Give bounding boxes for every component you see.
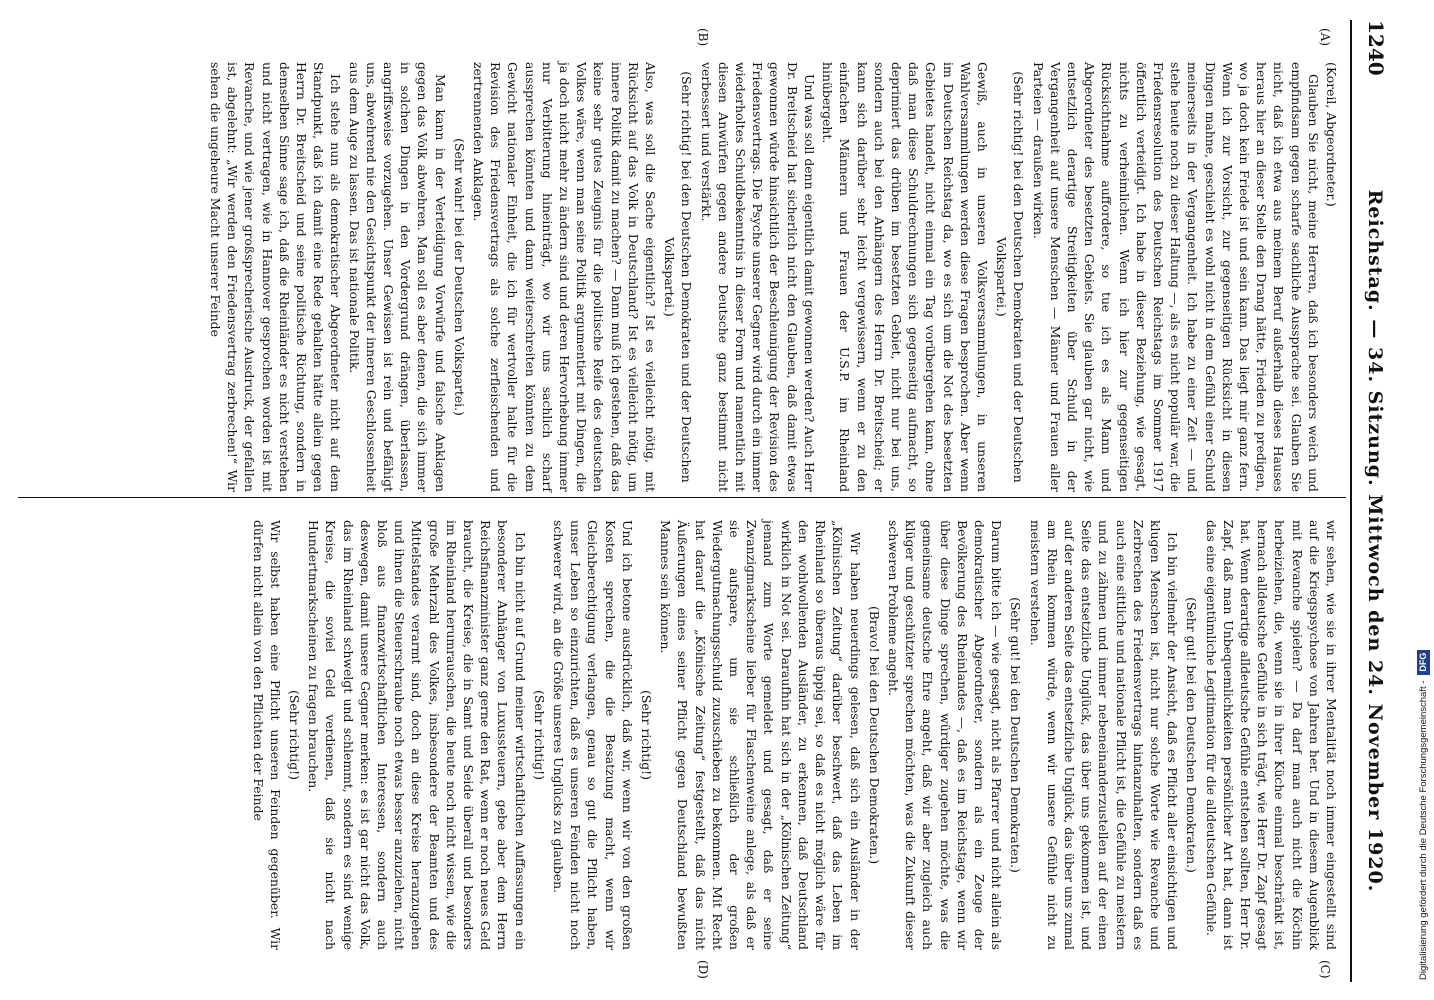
- paragraph: Und ich betone ausdrücklich, daß wir, wenn wir von den großen Kosten sprechen, die die Besatzung macht, wenn wir Gleichberechtigung verlangen, genau so gut die Pflicht haben, unser Leben so einzurichten, daß es unseren Feinden nicht noch schwerer wird, an die Größe unseres Unglücks zu glauben.: [551, 520, 635, 950]
- reaction-line: (Sehr richtig!): [287, 690, 303, 780]
- header-rule: [1350, 20, 1352, 982]
- paragraph: Man kann in der Verteidigung Vorwürfe und falsche Anklagen gegen das Volk abwehren. Man soll es aber denen, die sich immer in solchen Dingen in den Vordergrund drängen, überlassen, angriffsweise vorzugehen. Unser Gewissen ist rein und befähigt uns, abwehrend nie den Gesichtspunkt der inneren Geschlossenheit aus dem Auge zu lassen. Das ist nationale Politik.: [346, 62, 448, 492]
- page-header: [1346, 20, 1404, 982]
- reaction-line: (Sehr gut! bei den Deutschen Demokraten.): [1184, 597, 1200, 873]
- dfg-logo: DFG: [1417, 650, 1430, 675]
- paragraph: Also, was soll die Sache eigentlich? Ist es vielleicht nötig, mit Rücksicht auf das Volk in Deutschland? Ist es vielleicht nötig, um innere Politik damit zu machen? — Dann muß ich gestehen, daß das keine sehr gutes Zeugnis für die politische Reife des deutschen Volkes wäre, wenn man seine Politik argumentiert mit Dingen, die ja doch nicht mehr zu ändern sind und deren Hervorhebung immer nur Verbitterung hineinträgt, wo wir uns sachlich scharf aussprechen könnten und dann weiterschreiten könnten zu dem Gewicht nationaler Einheit, die ich für wertvoller halte für die Revision des Friedensvertrags als solche zerfleischenden und zertrennenden Anklagen.: [471, 62, 659, 492]
- paragraph: Darum bitte ich — wie gesagt, nicht als Pfarrer und nicht allein als demokratischer Abgeordneter, sondern als ein Zeuge der Bevölkerung des Rheinlandes —, daß es im Reichstage, wenn wir über diese Dinge sprechen, würdiger zugehen möchte, was die gemeinsame deutsche Ehre angeht, daß wir aber zugleich auch klüger und geschützter sprechen möchten, was die Zukunft dieser schweren Probleme angeht.: [885, 520, 1005, 950]
- paragraph: Und was soll denn eigentlich damit gewonnen werden? Auch Herr Dr. Breitscheid hat sicherlich nicht den Glauben, daß damit etwas gewonnen würde hinsichtlich der Beschleunigung der Revision des Friedensvertrags. Die Psyche unserer Gegner wird durch ein immer wiederholtes Schuldbekenntnis in dieser Form und namentlich mit diesen Anwürfen gegen andere Deutsche ganz bestimmt nicht verbessert und verstärkt.: [698, 62, 817, 492]
- left-column: [206, 62, 1340, 492]
- side-note-text: Digitalisierung gefördert durch die Deutsche Forschungsgemeinschaft -: [1418, 680, 1429, 980]
- margin-mark-c: (C): [1318, 960, 1332, 979]
- reaction-line: (Sehr richtig! bei den Deutschen Demokraten und der Deutschen Volkspartei.): [662, 71, 695, 483]
- running-title: Reichstag. — 34. Sitzung. Mittwoch den 24. November 1920.: [1364, 189, 1386, 893]
- paragraph: Wir haben neuerdings gelesen, daß sich ein Ausländer in der „Kölnischen Zeitung“ darüber beschwert, daß das Leben im Rheinland so überaus üppig sei, so daß es nicht möglich wäre für den wohlwollenden Ausländer, zu erkennen, daß Deutschland wirklich in Not sei. Daraufhin hat sich in der „Kölnischen Zeitung“ jemand zum Worte gemeldet und gesagt, daß er seine Zwanzigmarkscheine lieber für Flaschenweine anlege, als daß er sie aufspare, um sie schließlich der großen Wiedergutmachungsschuld zuzuschieben zu bekommen. Mit Recht hat darauf die „Kölnische Zeitung“ festgestellt, daß das nicht Äußerungen eines seiner Pflicht gegen Deutschland bewußten Mannes sein können.: [658, 520, 863, 950]
- margin-mark-a: (A): [1318, 28, 1332, 47]
- right-column: [248, 520, 1340, 950]
- margin-mark-d: (D): [696, 960, 710, 979]
- reaction-line: (Sehr wahr! bei der Deutschen Volkspartei.): [451, 138, 467, 416]
- reaction-line: (Sehr richtig!): [531, 690, 547, 780]
- paragraph: Ich stehe nun als demokratischer Abgeordneter nicht auf dem Standpunkt, daß ich damit eine Rede gehalten hätte allein gegen Herrn Dr. Breitscheid und seine politische Richtung, sondern in demselben Sinne sage ich, daß die Rheinländer es nicht verstehen und nicht vertragen, wie in Hannover gesprochen worden ist mit Revanche, und wie jener großsprecherische Ausdruck, der gefallen ist, abgelehnt: „Wir werden den Friedensvertrag zerbrechen!“ Wir sehen die ungeheure Macht unserer Feinde: [208, 62, 344, 492]
- reaction-line: (Bravo! bei den Deutschen Demokraten.): [866, 605, 882, 865]
- reaction-line: (Sehr richtig!): [639, 690, 655, 780]
- paragraph: Ich bin nicht auf Grund meiner wirtschaftlichen Auffassungen ein besonderer Anhänger von Luxussteuern, gebe aber dem Herrn Reichsfinanzminister ganz gerne den Rat, wenn er noch neues Geld braucht, die Kreise, die in Samt und Seide überall und besonders im Rheinland herumrauschen, die heute noch nicht wissen, wie die große Mehrzahl des Volkes, insbesondere der Beamten und des Mittelstandes verarmt sind, doch an diese Kreise heranzugehen und ihnen die Steuerschraube noch etwas besser anzuziehen, nicht bloß aus finanzwirtschaftlichen Interessen, sondern auch deswegen, damit unsere Gegner merken: es ist gar nicht das Volk, das im Rheinland schwelgt und schlemmt, sondern es sind wenige Kreise, die soviel Geld verdienen, daß sie nicht nach Hundertmarkscheinen zu fragen brauchen.: [306, 520, 528, 950]
- reaction-line: (Sehr gut! bei den Deutschen Demokraten.): [1008, 597, 1024, 873]
- paragraph: (Koreil, Abgeordneter.): [1324, 62, 1339, 207]
- reaction-line: (Sehr richtig! bei den Deutschen Demokraten und der Deutschen Volkspartei.): [994, 71, 1027, 483]
- margin-mark-b: (B): [696, 28, 710, 47]
- page-number: 1240: [1364, 20, 1388, 76]
- paragraph: Gewiß, auch in unseren Volksversammlungen, in unseren Wahlversammlungen werden diese Fragen besprochen. Aber wenn im Deutschen Reichstag da, wo es sich um die Not des besetzten Gebietes handelt, nicht einmal ein Tag vorübergehen kann, ohne daß man diese Schuldrechnungen sich gegenseitig aufmacht, so deprimiert das drüben im besetzten Gebiet, nicht nur bei uns, sondern auch bei den Anhängern des Herrn Dr. Breitscheid; er kann sich darüber sehr leicht vergewissern, wenn er zu den einfachen Männern und Frauen der U.S.P. im Rheinland hinübergeht.: [820, 62, 990, 492]
- paragraph: Ich bin vielmehr der Ansicht, daß es Pflicht aller einsichtigen und klugen Menschen ist, nicht nur solche Worte wie Revanche und Zerbrechen des Friedensvertrags hintanzuhalten, sondern daß es auch eine sittliche und nationale Pflicht ist, die Gefühle zu meistern und zu zähmen und immer nebeneinanderzustellen auf der einen Seite das entsetzliche Unglück, das über uns gekommen ist, und auf der anderen Seite das entsetzliche Unglück, das über uns zumal am Rhein kommen würde, wenn wir unsere Gefühle nicht zu meistern verstehen.: [1027, 520, 1181, 950]
- side-note: [1416, 40, 1432, 980]
- paragraph: Wir selbst haben eine Pflicht unseren Feinden gegenüber. Wir dürfen nicht allein von den Pflichten der Feinde: [250, 520, 283, 950]
- paragraph: wir sehen, wie sie in ihrer Mentalität noch immer eingestellt sind auf die Kriegspsychose von Jahren her. Und in diesem Augenblick mit Revanche spielen? — Da darf man auch nicht die Köchin herbeiziehen, die, wenn sie in ihrer Küche einmal beschränkt ist, hernach alldeutsche Gefühle in sich trägt, wie Herr Dr. Zapf gesagt hat. Wenn derartige alldeutsche Gefühle entstehen sollten, Herr Dr. Zapf, daß man Unbequemlichkeiten persönlicher Art hat, dann ist das eine eigentümliche Legitimation für die alldeutschen Gefühle.: [1203, 520, 1339, 950]
- paragraph: Glauben Sie nicht, meine Herren, daß ich besonders weich und empfindsam gegen scharfe sachliche Aussprache sei. Glauben Sie nicht, daß ich etwa aus meinem Beruf außerhalb dieses Hauses heraus hier an dieser Stelle den Drang hätte, Frieden zu predigen, wo ja doch kein Friede ist und sein kann. Das liegt mir ganz fern. Wenn ich zur Vorsicht, zur gegenseitigen Rücksicht in diesen Dingen mahne, geschieht es wohl nicht in dem Gefühl einer Schuld meinerseits in der Vergangenheit. Ich habe zu einer Zeit — und stehe heute noch zu dieser Haltung —, als es nicht populär war, die Friedensresolution des Deutschen Reichstags im Sommer 1917 öffentlich verteidigt. Ich habe in dieser Beziehung, wie gesagt, nichts zu verheimlichen. Wenn ich hier zur gegenseitigen Rücksichtnahme auffordere, so tue ich es als Mann und Abgeordneter des besetzten Gebiets. Sie glauben gar nicht, wie entsetzlich derartige Streitigkeiten über Schuld in der Vergangenheit auf unsere Menschen — Männer und Frauen aller Parteien — draußen wirken.: [1030, 62, 1321, 492]
- column-divider: [18, 497, 1346, 498]
